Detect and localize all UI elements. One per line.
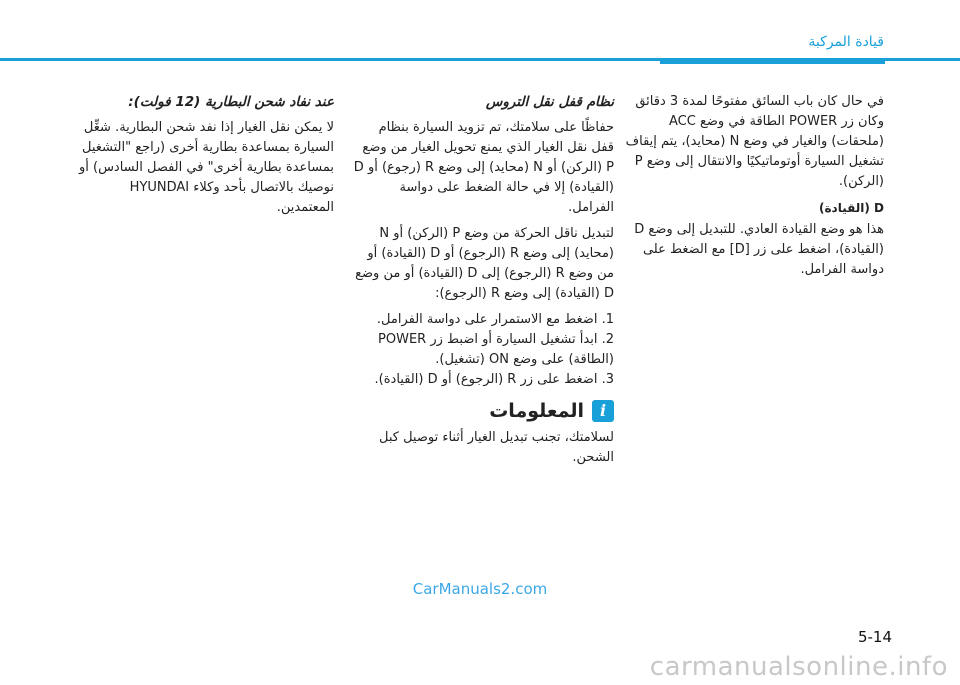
heading-battery: عند نفاد شحن البطارية (12 فولت): [128, 94, 334, 110]
page-number: 5-14 [857, 628, 892, 646]
watermark-carmanuals2: CarManuals2.com [412, 580, 548, 598]
list-item: 3. اضغط على زر R (الرجوع) أو D (القيادة). [374, 372, 614, 387]
list-item: 2. ابدأ تشغيل السيارة أو اضبط زر POWER (الطاقة) على وضع ON (تشغيل). [378, 332, 614, 367]
paragraph-shift-instructions: لتبديل ناقل الحركة من وضع P (الركن) أو N (محايد) إلى وضع R (الرجوع) أو D (القيادة) أو من وضع R (الرجوع) إلى D (القيادة) أو من وضع D (القيادة) إلى وضع R (الرجوع): [355, 226, 614, 301]
subheading-drive: D (القيادة) [818, 201, 884, 215]
list-item: 1. اضغط مع الاستمرار على دواسة الفرامل. [376, 312, 614, 327]
header-rule-accent [660, 58, 885, 64]
paragraph-drive: هذا هو وضع القيادة العادي. للتبديل إلى وضع D (القيادة)، اضغط على زر [D] مع الضغط على دواسة الفرامل. [634, 222, 884, 277]
column-middle [352, 92, 614, 474]
watermark-carmanualsonline: carmanualsonline.info [649, 652, 948, 682]
paragraph-door-open: في حال كان باب السائق مفتوحًا لمدة 3 دقائق وكان زر POWER الطاقة في وضع ACC (ملحقات) والغيار في وضع N (محايد)، يتم إيقاف تشغيل السيارة أوتوماتيكيًا والانتقال إلى وضع P (الركن). [625, 94, 884, 189]
paragraph-battery: لا يمكن نقل الغيار إذا نفد شحن البطارية. شغِّل السيارة بمساعدة بطارية أخرى (راجع "التشغيل بمساعدة بطارية أخرى" في الفصل السادس) أو نوصيك بالاتصال بأحد وكلاء HYUNDAI المعتمدين. [78, 120, 334, 215]
info-icon: i [592, 400, 614, 422]
info-header [352, 400, 614, 422]
header-title: قيادة المركبة [808, 34, 884, 50]
info-text: لسلامتك، تجنب تبديل الغيار أثناء توصيل كبل الشحن. [378, 430, 614, 465]
column-left [72, 92, 334, 224]
steps-list [352, 310, 614, 390]
column-right [622, 92, 884, 286]
paragraph-shift-lock: حفاظًا على سلامتك، تم تزويد السيارة بنظام قفل نقل الغيار الذي يمنع تحويل الغيار من وضع P (الركن) أو N (محايد) إلى وضع R (رجوع) أو D (القيادة) إلا في حالة الضغط على دواسة الفرامل. [353, 120, 614, 215]
info-title: المعلومات [489, 400, 584, 422]
heading-shift-lock: نظام قفل نقل التروس [485, 94, 614, 110]
